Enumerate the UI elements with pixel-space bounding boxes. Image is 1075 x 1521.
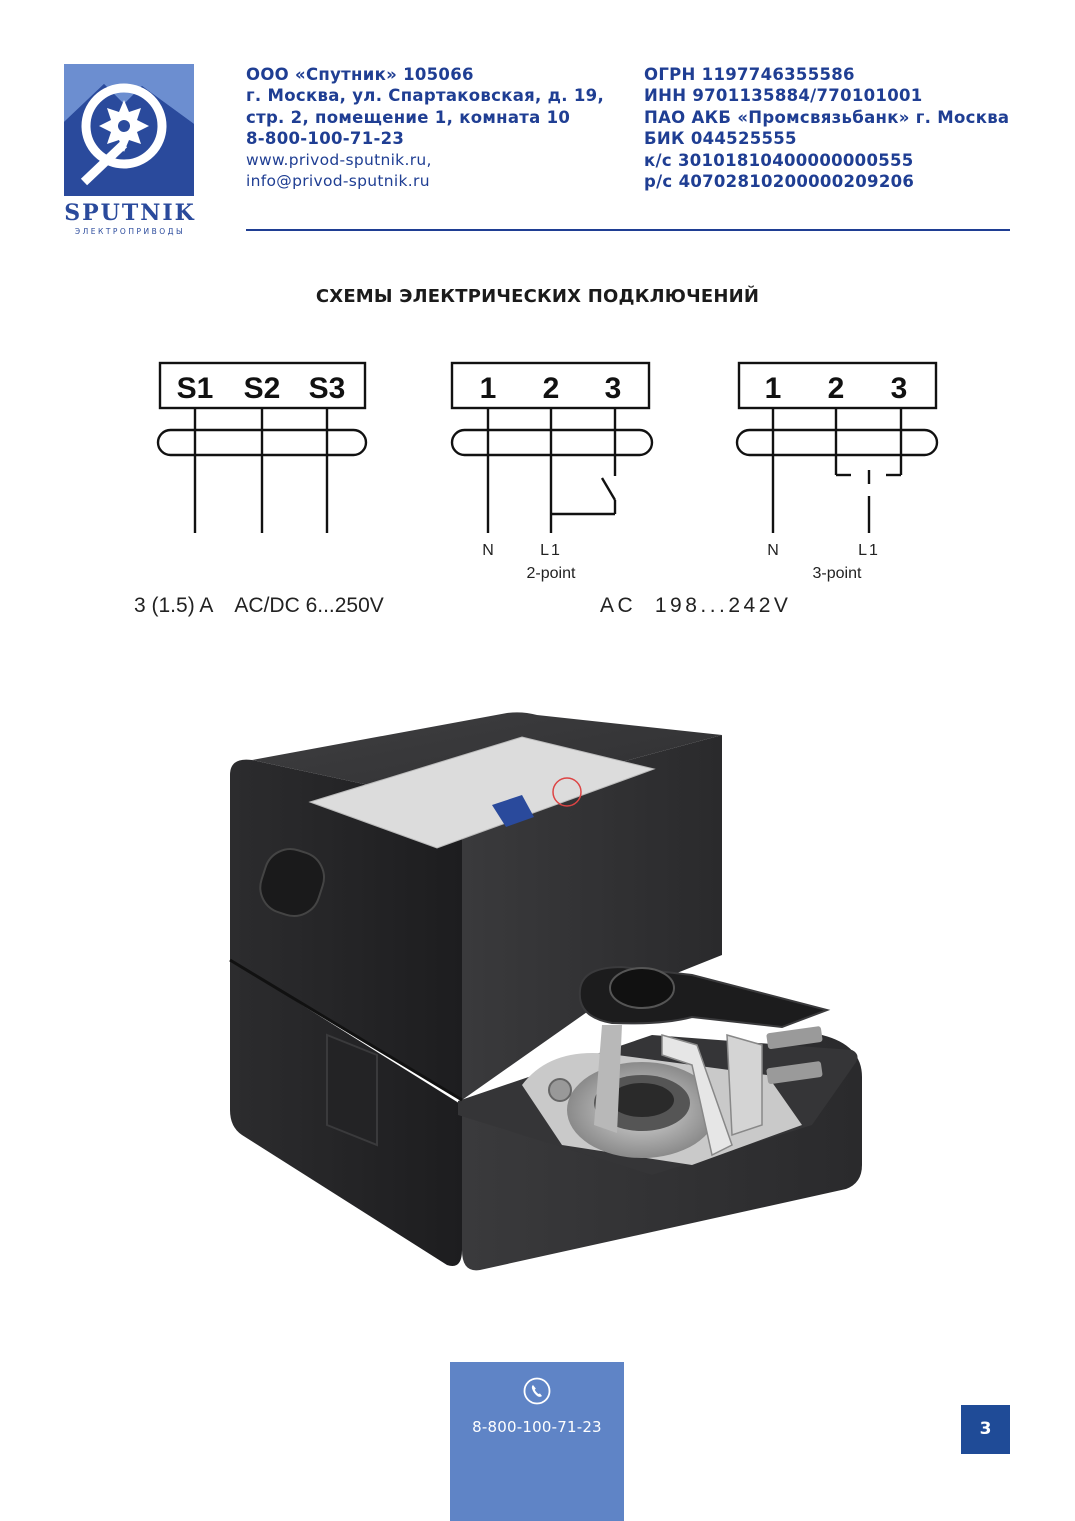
company-name-line: ООО «Спутник» 105066	[246, 65, 474, 84]
switch-terminal-s3: S3	[308, 372, 346, 405]
two-point-wire-l1: L1	[540, 542, 562, 559]
three-point-terminal-2: 2	[827, 372, 845, 405]
company-requisites-block	[644, 64, 1009, 192]
two-point-terminal-1: 1	[479, 372, 497, 405]
three-point-terminal-3: 3	[890, 372, 908, 405]
three-point-terminal-1: 1	[764, 372, 782, 405]
supply-voltage-spec: AC 198...242V	[600, 594, 792, 617]
three-point-mode-label: 3-point	[812, 565, 862, 582]
ogrn-line: ОГРН 1197746355586	[644, 65, 855, 84]
two-point-terminal-3: 3	[604, 372, 622, 405]
page-number: 3	[961, 1405, 1010, 1454]
actuator-product-image	[222, 705, 872, 1295]
switch-rating-spec: 3 (1.5) A AC/DC 6...250V	[134, 594, 384, 617]
page-title: СХЕМЫ ЭЛЕКТРИЧЕСКИХ ПОДКЛЮЧЕНИЙ	[315, 286, 760, 307]
two-point-wire-n: N	[482, 542, 494, 559]
company-email-link[interactable]: info@privod-sputnik.ru	[246, 172, 430, 191]
three-point-wire-l1: L1	[858, 542, 880, 559]
wiring-diagrams	[0, 350, 1075, 640]
two-point-terminal-2: 2	[542, 372, 560, 405]
brand-tagline: ЭЛЕКТРОПРИВОДЫ	[74, 227, 186, 236]
address-line-2: стр. 2, помещение 1, комната 10	[246, 107, 571, 127]
header-divider	[246, 229, 1010, 231]
company-website-link[interactable]: www.privod-sputnik.ru,	[246, 150, 432, 169]
brand-name: SPUTNIK	[64, 200, 196, 226]
bank-line: ПАО АКБ «Промсвязьбанк» г. Москва	[644, 107, 1010, 127]
two-point-mode-label: 2-point	[526, 565, 576, 582]
footer-phone-box[interactable]	[450, 1362, 624, 1521]
address-line-1: г. Москва, ул. Спартаковская, д. 19,	[246, 86, 605, 106]
three-point-wire-n: N	[767, 542, 779, 559]
switch-terminal-s1: S1	[176, 372, 214, 405]
corr-account-line: к/с 30101810400000000555	[644, 150, 914, 170]
sputnik-logo	[64, 64, 196, 236]
company-phone: 8-800-100-71-23	[246, 129, 405, 149]
switch-terminal-s2: S2	[243, 372, 281, 405]
account-line: р/с 40702810200000209206	[644, 172, 915, 192]
phone-icon	[523, 1377, 551, 1405]
bik-line: БИК 044525555	[644, 129, 797, 149]
company-address-block	[246, 64, 604, 192]
two-point-switch-contact	[602, 478, 615, 500]
footer-phone-number[interactable]: 8-800-100-71-23	[472, 1418, 602, 1436]
inn-line: ИНН 9701135884/770101001	[644, 86, 923, 106]
